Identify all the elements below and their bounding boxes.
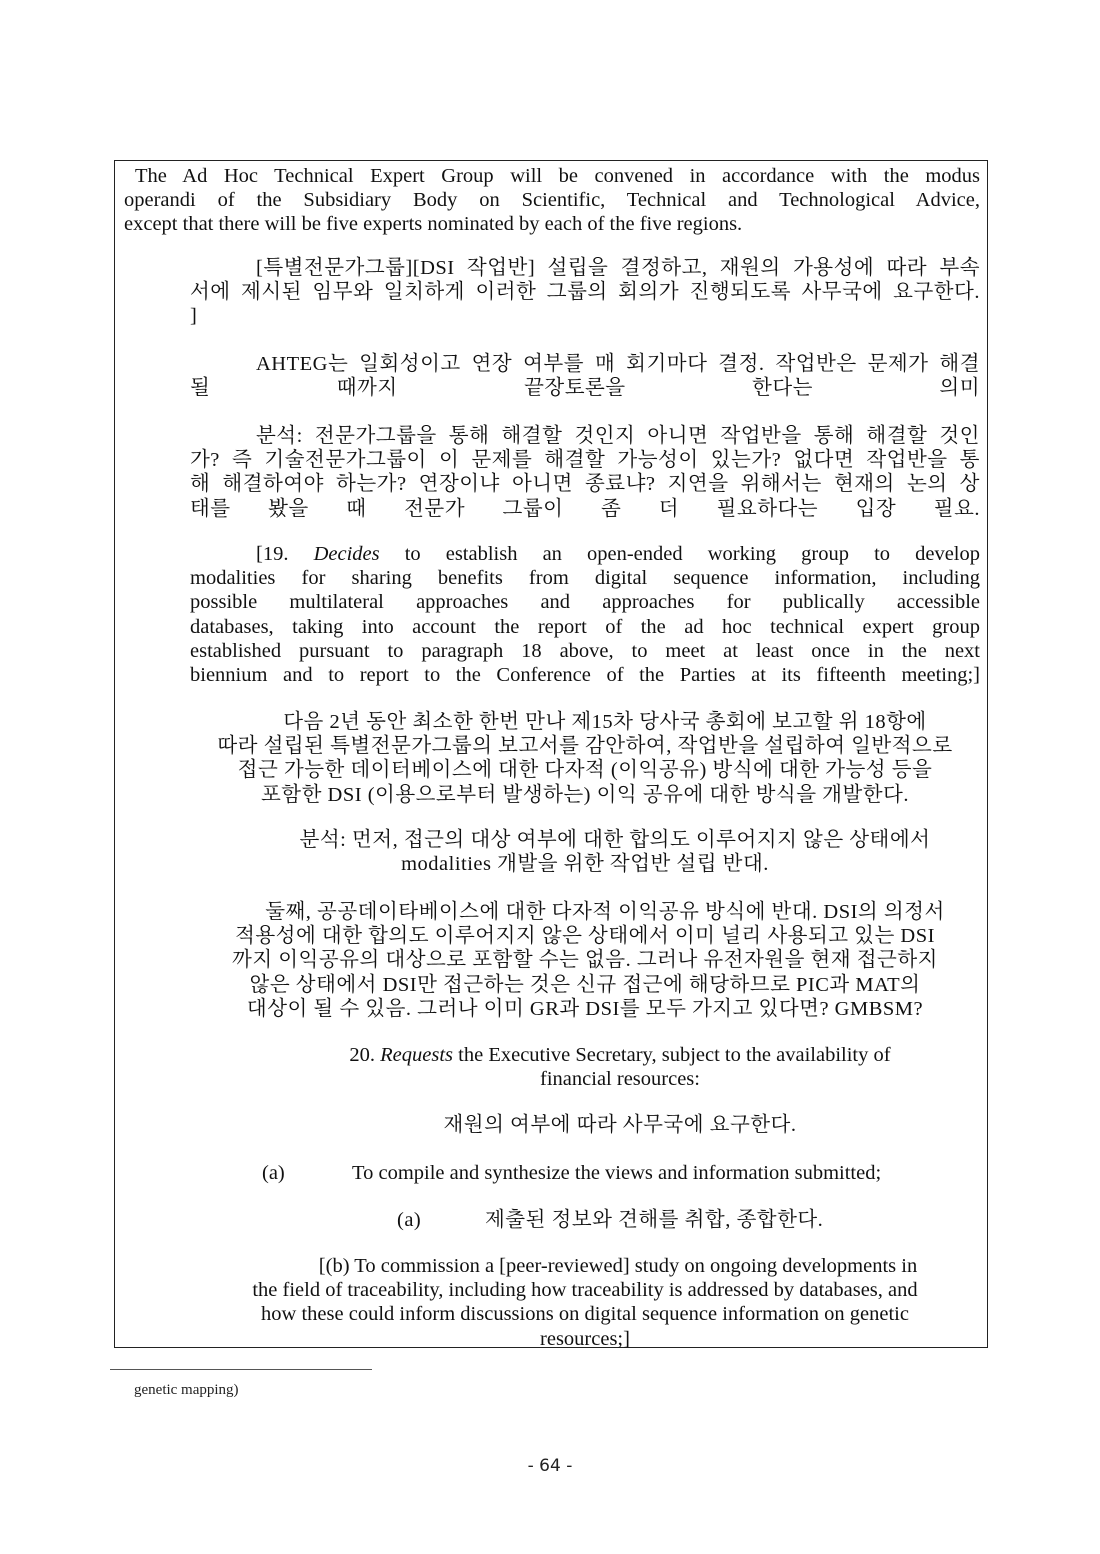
paragraph-korean-establish-group: [190, 256, 980, 329]
subparagraph-text: 제출된 정보와 견해를 취합, 종합한다.: [485, 1209, 824, 1231]
text-line: [250, 1043, 990, 1067]
text-line: 분석: 전문가그룹을 통해 해결할 것인지 아니면 작업반을 통해 해결할 것인: [256, 425, 980, 447]
text-line: 될 때까지 끝장토론을 한다는 의미: [190, 377, 980, 400]
paragraph-korean-analysis-3: [190, 900, 980, 1021]
paragraph-19-decides: [190, 542, 980, 687]
paragraph-number: [19.: [256, 543, 314, 565]
text-line: [(b) To commission a [peer-reviewed] study on ongoing developments in: [318, 1255, 918, 1277]
text-line: resources;]: [540, 1327, 630, 1350]
text-line: AHTEG는 일회성이고 연장 여부를 매 회기마다 결정. 작업반은 문제가 해결: [256, 353, 980, 375]
subparagraph-label: (a): [397, 1209, 422, 1231]
text-line: 따라 설립된 특별전문가그룹의 보고서를 감안하여, 작업반을 설립하여 일반적으로: [217, 735, 953, 758]
paragraph-number: 20.: [349, 1044, 381, 1066]
page-number: - 64 -: [527, 1456, 573, 1476]
paragraph-korean-analysis-2: [190, 828, 980, 876]
text-line: databases, taking into account the report of the ad hoc technical expert group: [190, 615, 980, 638]
operative-verb: Requests: [380, 1044, 454, 1066]
text-line: except that there will be five experts nominated by each of the five regions.: [124, 213, 743, 236]
paragraph-korean-ahteg-note: [190, 352, 980, 400]
text-line: biennium and to report to the Conference of the Parties at its fifteenth meeting;]: [190, 664, 980, 687]
text-line: how these could inform discussions on digital sequence information on genetic: [261, 1303, 909, 1326]
text-line: 가? 즉 기술전문가그룹이 이 문제를 해결할 가능성이 있는가? 없다면 작업반을 통: [190, 449, 980, 472]
paragraph-korean-analysis-1: [190, 424, 980, 521]
text-line: 해 해결하여야 하는가? 연장이냐 아니면 종료냐? 지연을 위해서는 현재의 논의 상: [190, 473, 980, 496]
paragraph-korean-20-translation: 재원의 여부에 따라 사무국에 요구한다.: [443, 1114, 797, 1136]
subparagraph-text: To compile and synthesize the views and information submitted;: [352, 1162, 882, 1184]
text-line: operandi of the Subsidiary Body on Scientific, Technical and Technological Advice,: [124, 189, 980, 212]
text-line: 분석: 먼저, 접근의 대상 여부에 대한 합의도 이루어지지 않은 상태에서: [299, 829, 931, 851]
text-line: 대상이 될 수 있음. 그러나 이미 GR과 DSI를 모두 가지고 있다면? GMBSM?: [246, 997, 924, 1020]
text-line: financial resources:: [540, 1068, 700, 1091]
text-line: 포함한 DSI (이용으로부터 발생하는) 이익 공유에 대한 방식을 개발한다.: [261, 783, 909, 806]
text-line: modalities 개발을 위한 작업반 설립 반대.: [401, 853, 769, 876]
paragraph-20-requests: [250, 1043, 990, 1091]
text-line: established pursuant to paragraph 18 above, to meet at least once in the next: [190, 639, 980, 662]
text-line: possible multilateral approaches and approaches for publically accessible: [190, 591, 980, 614]
text-line: 않은 상태에서 DSI만 접근하는 것은 신규 접근에 해당하므로 PIC과 MAT의: [249, 973, 921, 996]
text-line: 둘째, 공공데이타베이스에 대한 다자적 이익공유 방식에 반대. DSI의 의정서: [265, 901, 945, 923]
footnote-text: genetic mapping): [134, 1382, 239, 1398]
text-line: 서에 제시된 임무와 일치하게 이러한 그룹의 회의가 진행되도록 사무국에 요구한다.: [190, 281, 980, 304]
text-line: 적용성에 대한 합의도 이루어지지 않은 상태에서 이미 널리 사용되고 있는 DSI: [235, 925, 935, 948]
text-line: 태를 봤을 때 전문가 그룹이 좀 더 필요하다는 입장 필요.: [190, 497, 980, 520]
paragraph-korean-19-translation: [190, 710, 980, 807]
paragraph-ahteg-modus-operandi: [124, 164, 980, 237]
footnote-separator: [110, 1369, 372, 1370]
subparagraph-b-traceability: [190, 1254, 980, 1351]
operative-verb: Decides: [313, 543, 380, 565]
subparagraph-label: (a): [262, 1162, 285, 1184]
text-line: The Ad Hoc Technical Expert Group will be convened in accordance with the modus: [135, 165, 980, 187]
text-line: 접근 가능한 데이터베이스에 대한 다자적 (이익공유) 방식에 대한 가능성 등을: [237, 759, 933, 782]
text-line: 까지 이익공유의 대상으로 포함할 수는 없음. 그러나 유전자원을 현재 접근하지: [232, 949, 938, 972]
text-line: modalities for sharing benefits from digital sequence information, including: [190, 567, 980, 590]
text-fragment: the Executive Secretary, subject to the availability of: [453, 1044, 891, 1066]
text-fragment: to establish an open-ended working group to develop: [379, 543, 981, 565]
text-line: [특별전문가그룹][DSI 작업반] 설립을 결정하고, 재원의 가용성에 따라 부속: [256, 257, 980, 279]
text-line: ]: [190, 305, 198, 328]
text-line: 다음 2년 동안 최소한 한번 만나 제15차 당사국 총회에 보고할 위 18항에: [283, 711, 927, 733]
text-line: [190, 542, 980, 566]
text-line: the field of traceability, including how traceability is addressed by databases, and: [252, 1279, 918, 1302]
